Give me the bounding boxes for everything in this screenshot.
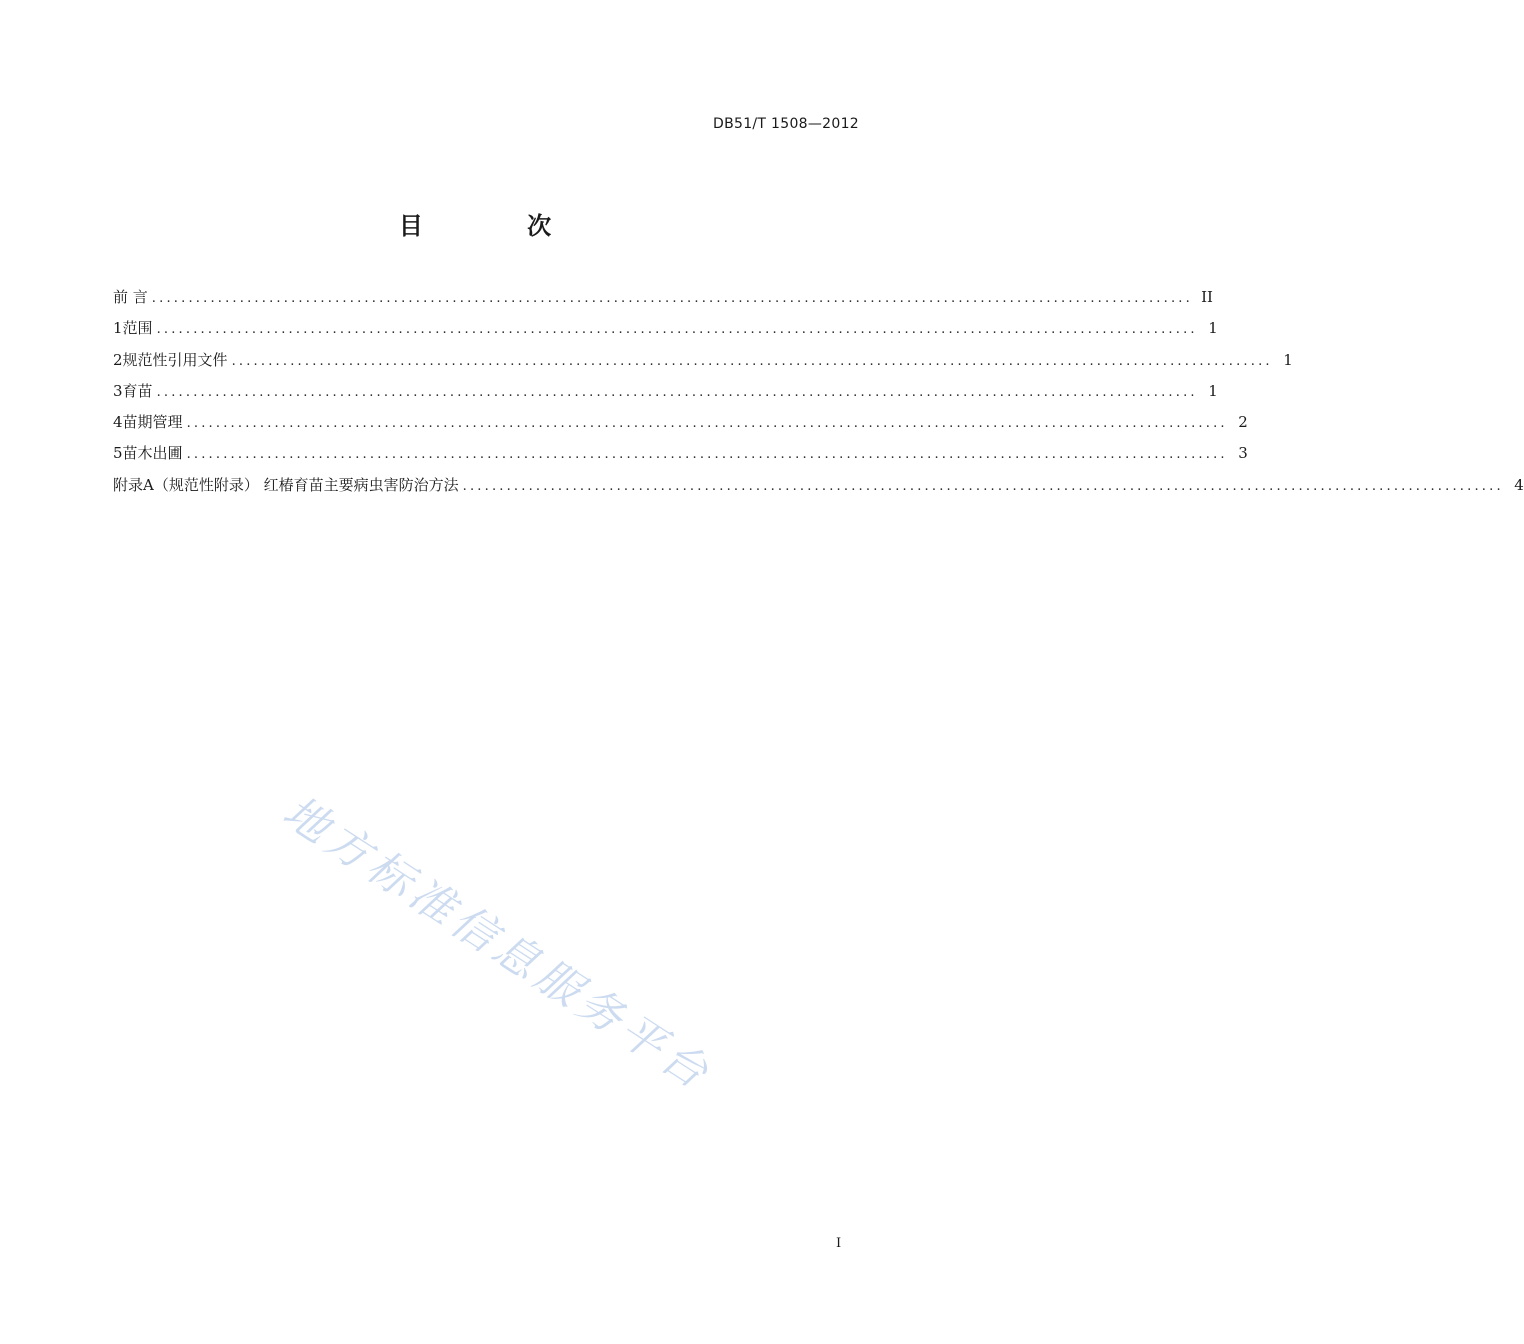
toc-item-label: 规范性引用文件 <box>122 350 228 369</box>
toc-leader-dots: .............................................................................................................................................. <box>186 416 1228 432</box>
toc-item-label: 前 言 <box>113 288 148 306</box>
toc-item-nursery-out[interactable] <box>113 441 1248 472</box>
toc-leader-dots: .............................................................................................................................................. <box>231 353 1273 369</box>
toc-item-number: 4 <box>113 413 123 432</box>
table-of-contents <box>113 285 1524 504</box>
toc-item-label: 范围 <box>122 319 153 338</box>
toc-item-seedling-management[interactable] <box>113 410 1248 441</box>
page-title: 目 次 <box>398 212 600 240</box>
toc-item-scope[interactable] <box>113 316 1218 347</box>
toc-item-page: 4 <box>1514 475 1524 494</box>
toc-item-normative-references[interactable] <box>113 348 1293 379</box>
toc-item-page: 1 <box>1283 350 1293 369</box>
toc-leader-dots: .............................................................................................................................................. <box>462 478 1504 494</box>
toc-item-label: 苗木出圃 <box>122 444 183 463</box>
toc-item-number: 2 <box>113 350 123 369</box>
toc-item-page: 2 <box>1238 413 1248 432</box>
toc-leader-dots: .............................................................................................................................................. <box>186 447 1228 463</box>
standard-code: DB51/T 1508—2012 <box>713 116 859 132</box>
toc-item-number: 3 <box>113 381 123 400</box>
toc-item-seedling[interactable] <box>113 379 1218 410</box>
toc-item-appendix-a[interactable] <box>113 473 1524 504</box>
toc-item-label: 育苗 <box>122 381 153 400</box>
toc-item-preface[interactable] <box>113 285 1213 316</box>
toc-leader-dots: .............................................................................................................................................. <box>151 291 1193 306</box>
toc-item-number: 1 <box>113 319 123 338</box>
toc-leader-dots: .............................................................................................................................................. <box>156 322 1198 338</box>
toc-item-page: 1 <box>1208 319 1218 338</box>
toc-item-page: II <box>1201 288 1213 306</box>
toc-item-label: 苗期管理 <box>122 413 183 432</box>
page-number: I <box>836 1236 842 1251</box>
toc-item-page: 1 <box>1208 381 1218 400</box>
toc-item-number: 5 <box>113 444 123 463</box>
watermark: 地方标准信息服务平台 <box>273 786 722 1102</box>
toc-leader-dots: .............................................................................................................................................. <box>156 384 1198 400</box>
toc-item-page: 3 <box>1238 444 1248 463</box>
toc-item-label: 附录A（规范性附录） 红椿育苗主要病虫害防治方法 <box>113 475 459 494</box>
